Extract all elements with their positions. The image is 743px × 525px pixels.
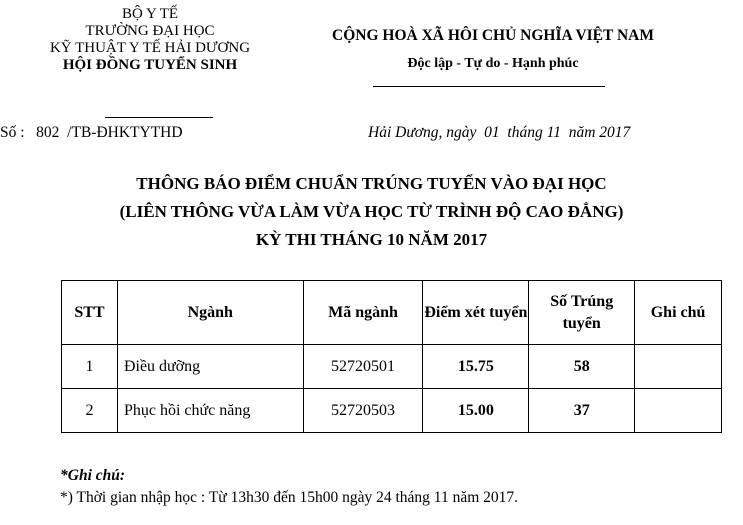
issuer-block [20,6,280,74]
nation-block [298,27,688,72]
cell-notes [635,345,722,389]
national-motto: Độc lập - Tự do - Hạnh phúc [407,56,579,71]
issuer-underline [105,117,213,118]
document-number: Số : 802 /TB-ĐHKTYTHD [0,124,183,141]
cell-stt: 1 [62,345,118,389]
university-name-line2: KỸ THUẬT Y TẾ HẢI DƯƠNG [49,40,251,56]
cell-major-code: 52720503 [303,389,423,433]
header-notes: Ghi chú [635,281,722,345]
header-cutoff-score: Điểm xét tuyển [423,281,529,345]
cell-major: Phục hồi chức năng [117,389,303,433]
cell-notes [635,389,722,433]
admission-scores-table [61,280,722,433]
cell-admitted-count: 58 [529,345,635,389]
nation-name: CỘNG HOÀ XÃ HÔI CHỦ NGHĨA VIỆT NAM [332,27,654,44]
notice-title-line3: KỲ THI THÁNG 10 NĂM 2017 [255,230,488,249]
cell-major-code: 52720501 [303,345,423,389]
note-heading: *Ghi chú: [60,467,126,484]
cell-major: Điều dưỡng [117,345,303,389]
motto-underline [373,86,605,87]
ministry-name: BỘ Y TẾ [121,6,179,22]
notice-title-line2: (LIÊN THÔNG VỪA LÀM VỪA HỌC TỪ TRÌNH ĐỘ CAO ĐẲNG) [119,202,624,221]
council-name: HỘI ĐỒNG TUYỂN SINH [62,57,238,73]
table-row [62,345,722,389]
cell-cutoff-score: 15.00 [423,389,529,433]
note-enrollment-time: *) Thời gian nhập học : Từ 13h30 đến 15h00 ngày 24 tháng 11 năm 2017. [60,489,518,506]
header-major-code: Mã ngành [303,281,423,345]
cell-cutoff-score: 15.75 [423,345,529,389]
header-major: Ngành [117,281,303,345]
header-admitted-count: Số Trúng tuyển [529,281,635,345]
university-name-line1: TRƯỜNG ĐẠI HỌC [85,23,215,39]
cell-admitted-count: 37 [529,389,635,433]
document-date: Hải Dương, ngày 01 tháng 11 năm 2017 [368,124,631,141]
notice-title-line1: THÔNG BÁO ĐIỂM CHUẨN TRÚNG TUYỂN VÀO ĐẠI HỌC [136,174,607,193]
table-header-row [62,281,722,345]
cell-stt: 2 [62,389,118,433]
table-row [62,389,722,433]
header-stt: STT [62,281,118,345]
